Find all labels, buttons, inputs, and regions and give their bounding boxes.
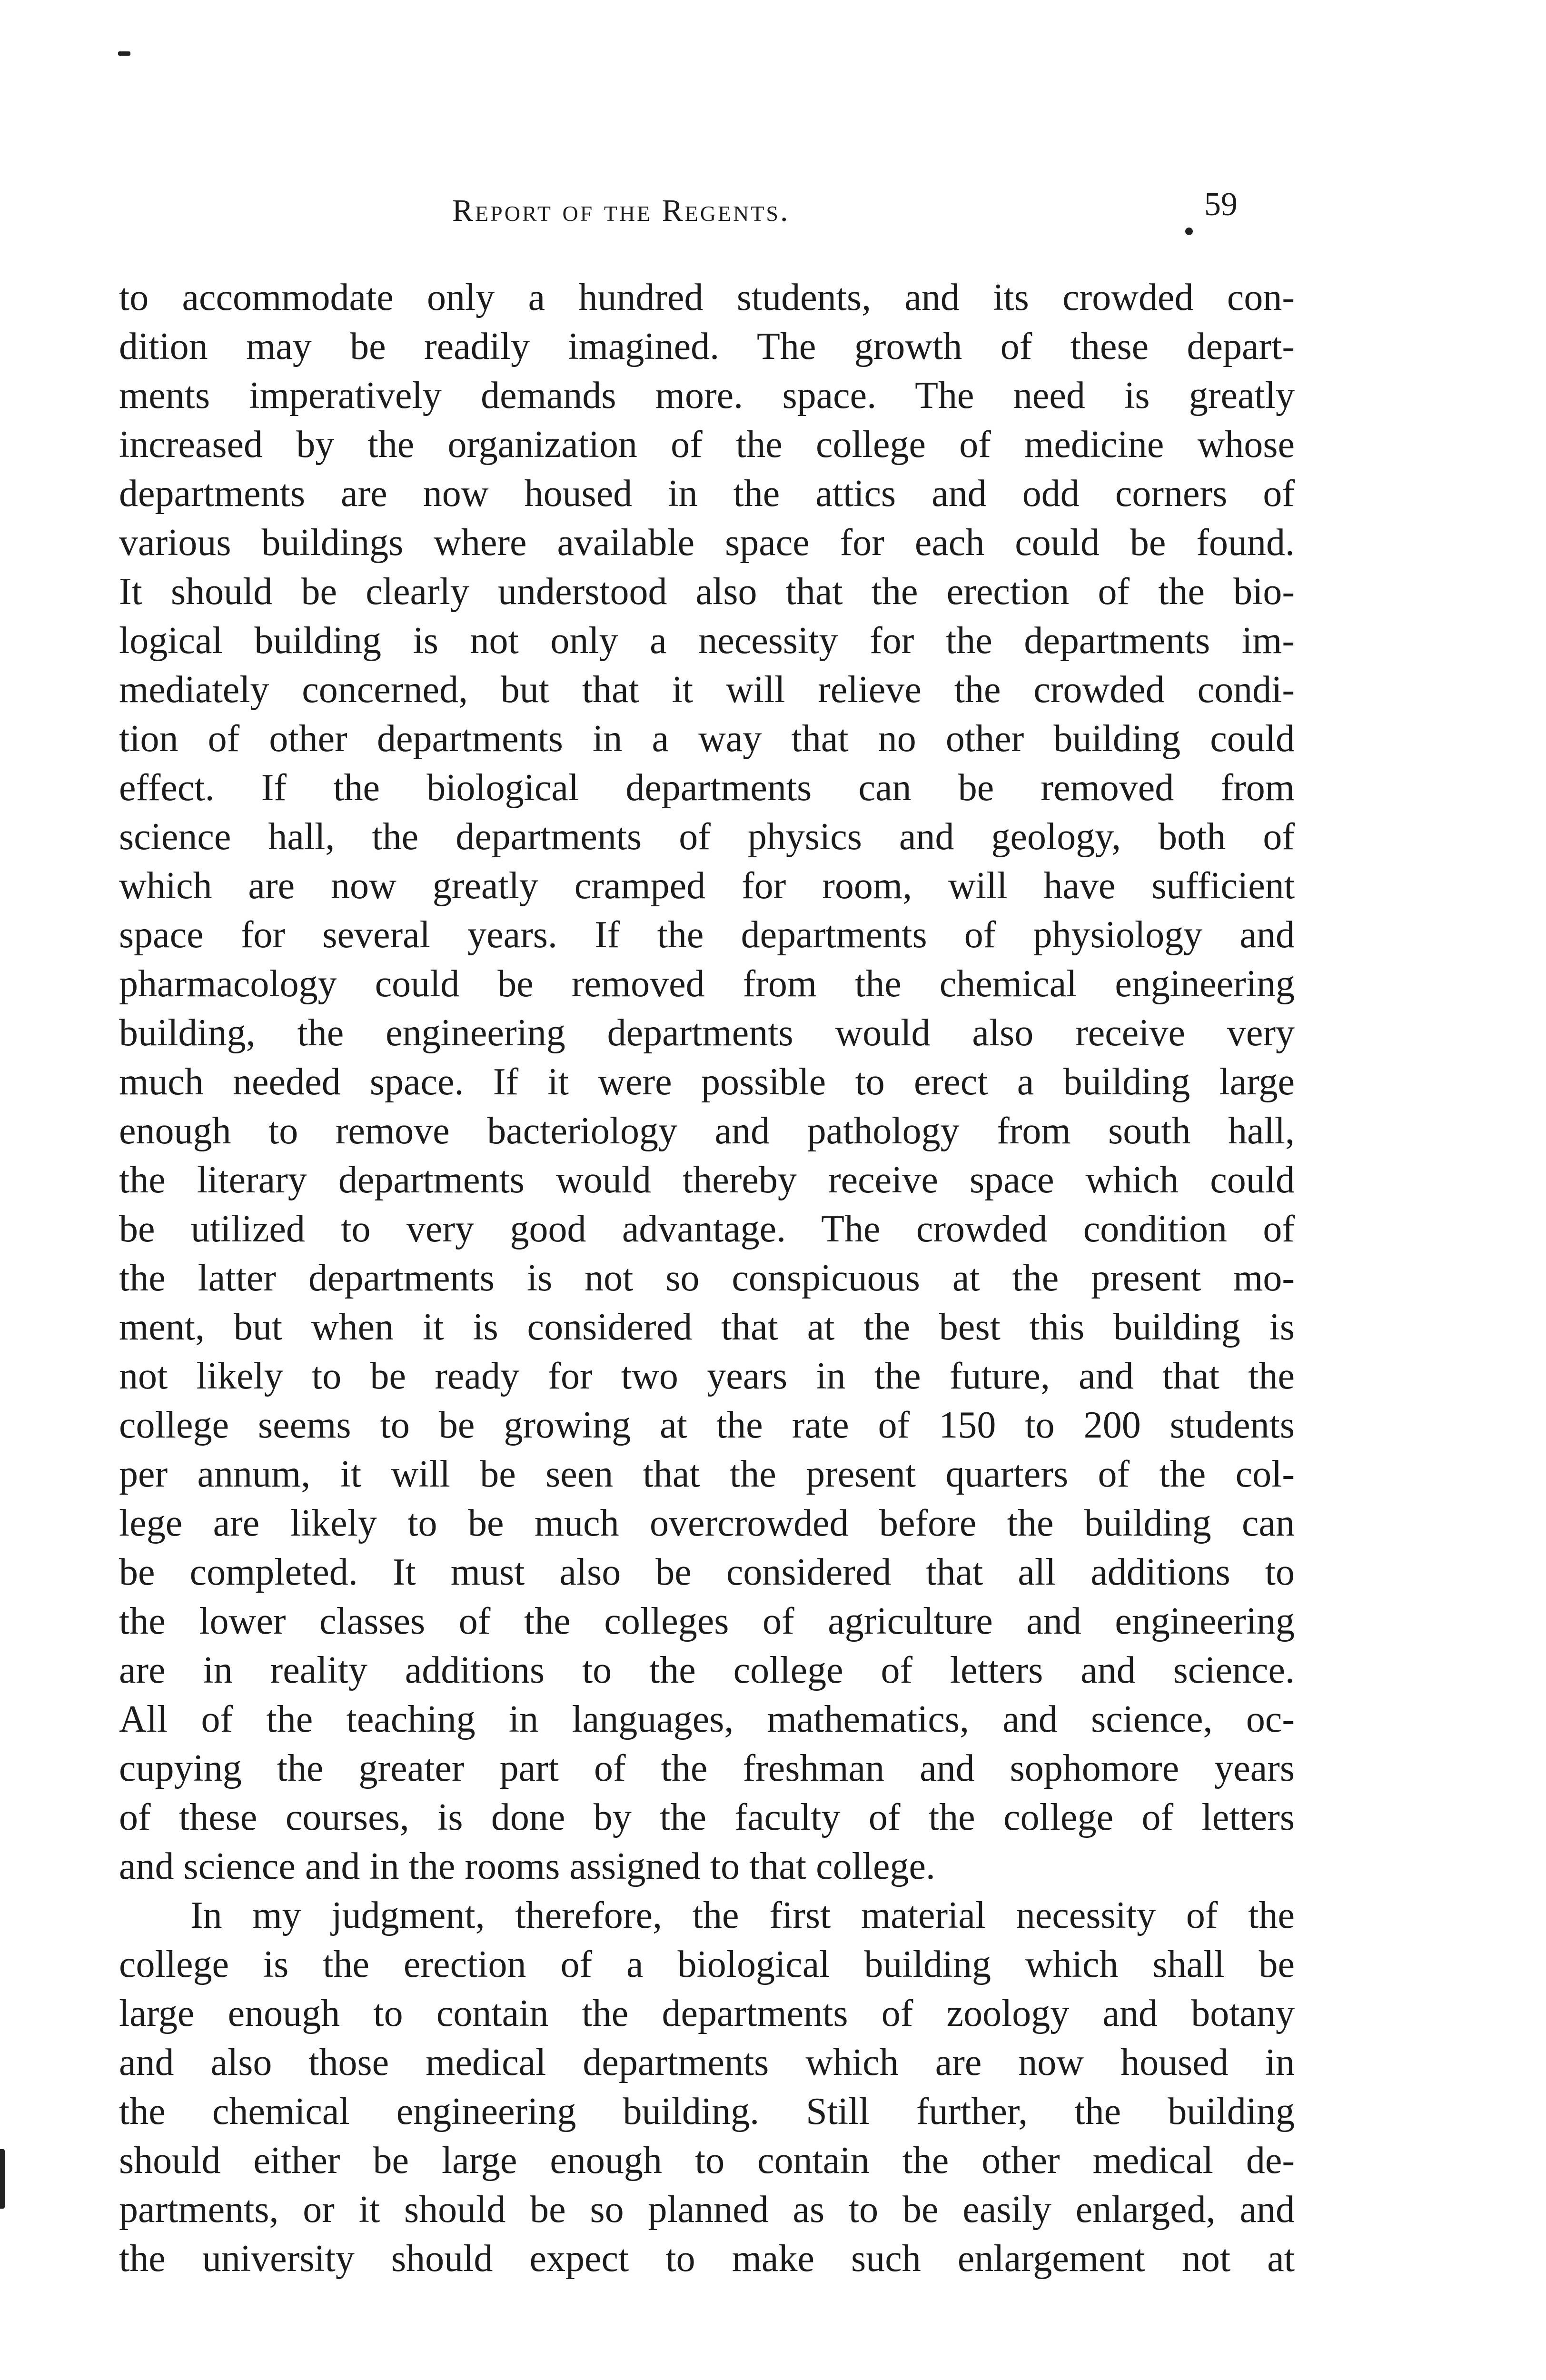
text-line: various buildings where available space for each could be found. <box>119 522 1295 564</box>
page-number: 59 <box>1204 186 1238 223</box>
text-line: the latter departments is not so conspicuous at the present mo- <box>119 1257 1295 1299</box>
text-line: space for several years. If the departments of physiology and <box>119 914 1295 956</box>
text-line: be completed. It must also be considered that all additions to <box>119 1551 1295 1593</box>
text-line: All of the teaching in languages, mathematics, and science, oc- <box>119 1698 1295 1740</box>
text-line: mediately concerned, but that it will relieve the crowded condi- <box>119 669 1295 711</box>
text-line: ment, but when it is considered that at the best this building is <box>119 1306 1295 1348</box>
text-line: the chemical engineering building. Still further, the building <box>119 2091 1295 2132</box>
text-line: lege are likely to be much overcrowded before the building can <box>119 1502 1295 1544</box>
scan-mark <box>118 51 130 56</box>
text-line: In my judgment, therefore, the first material necessity of the <box>190 1894 1295 1936</box>
text-line: pharmacology could be removed from the chemical engineering <box>119 963 1295 1005</box>
text-line: much needed space. If it were possible to erect a building large <box>119 1061 1295 1103</box>
text-line: the literary departments would thereby receive space which could <box>119 1159 1295 1201</box>
text-line: should either be large enough to contain the other medical de- <box>119 2140 1295 2182</box>
text-line: dition may be readily imagined. The growth of these depart- <box>119 326 1295 367</box>
text-line: to accommodate only a hundred students, and its crowded con- <box>119 277 1295 318</box>
running-head-text: Report of the Regents. <box>452 193 790 228</box>
text-line: cupying the greater part of the freshman and sophomore years <box>119 1747 1295 1789</box>
text-line: effect. If the biological departments can be removed from <box>119 767 1295 809</box>
text-line: increased by the organization of the college of medicine whose <box>119 424 1295 466</box>
text-line: and also those medical departments which are now housed in <box>119 2042 1295 2083</box>
text-line: large enough to contain the departments of zoology and botany <box>119 1993 1295 2034</box>
text-line: ments imperatively demands more. space. The need is greatly <box>119 375 1295 416</box>
text-line: departments are now housed in the attics and odd corners of <box>119 473 1295 515</box>
text-line: be utilized to very good advantage. The crowded condition of <box>119 1208 1295 1250</box>
body-text <box>119 273 1295 2283</box>
text-line: enough to remove bacteriology and pathology from south hall, <box>119 1110 1295 1152</box>
text-line: of these courses, is done by the faculty of the college of letters <box>119 1796 1295 1838</box>
text-line: It should be clearly understood also that the erection of the bio- <box>119 571 1295 613</box>
text-line: the lower classes of the colleges of agriculture and engineering <box>119 1600 1295 1642</box>
text-line: tion of other departments in a way that no other building could <box>119 718 1295 760</box>
text-line: which are now greatly cramped for room, will have sufficient <box>119 865 1295 907</box>
text-line: building, the engineering departments would also receive very <box>119 1012 1295 1054</box>
text-line: per annum, it will be seen that the present quarters of the col- <box>119 1453 1295 1495</box>
text-line: logical building is not only a necessity for the departments im- <box>119 620 1295 662</box>
paragraph <box>119 273 1295 1891</box>
paragraph <box>119 1891 1295 2283</box>
text-line: are in reality additions to the college of letters and science. <box>119 1649 1295 1691</box>
text-line: partments, or it should be so planned as to be easily enlarged, and <box>119 2189 1295 2231</box>
folio-dot <box>1185 228 1193 235</box>
text-line: the university should expect to make such enlargement not at <box>119 2238 1295 2280</box>
running-head <box>452 193 790 229</box>
text-line: not likely to be ready for two years in the future, and that the <box>119 1355 1295 1397</box>
text-line: and science and in the rooms assigned to that college. <box>119 1845 936 1887</box>
text-line: science hall, the departments of physics and geology, both of <box>119 816 1295 858</box>
text-line: college is the erection of a biological building which shall be <box>119 1944 1295 1985</box>
scan-mark <box>0 2149 5 2209</box>
text-line: college seems to be growing at the rate of 150 to 200 students <box>119 1404 1295 1446</box>
